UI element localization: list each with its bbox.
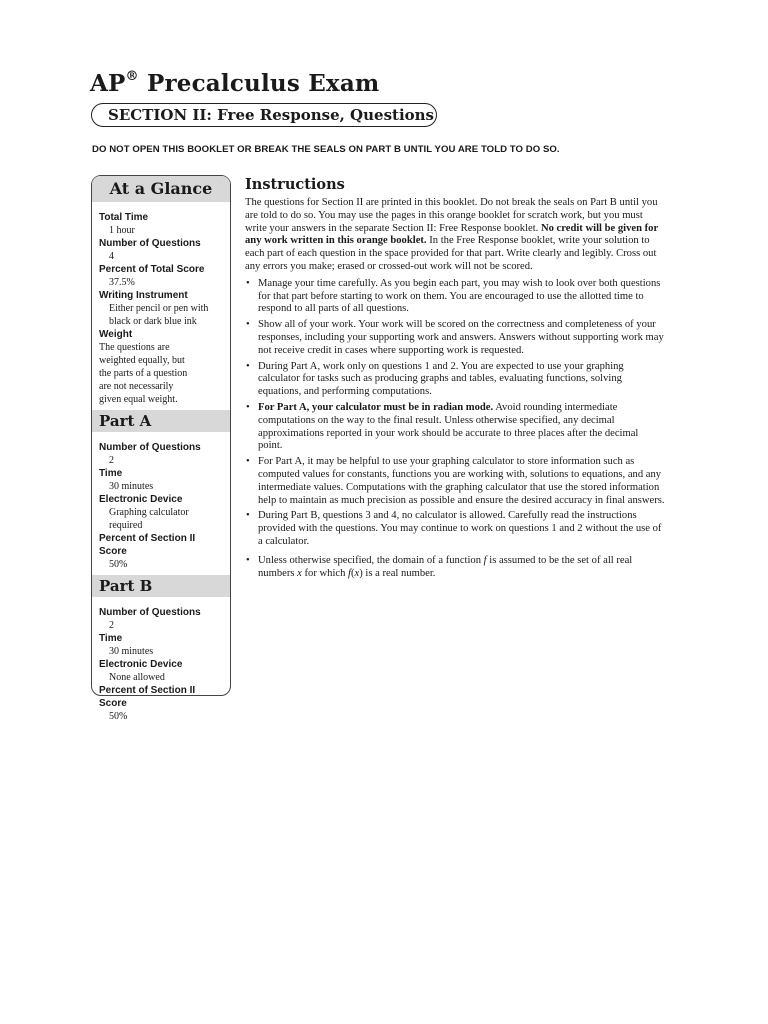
instructions-column [245,176,665,583]
no-credit-warning: No credit will be given for any work written in this orange booklet. [245,222,658,247]
seal-warning: DO NOT OPEN THIS BOOKLET OR BREAK THE SEALS ON PART B UNTIL YOU ARE TOLD TO DO SO. [92,144,560,155]
part-a-fields [92,441,230,571]
field-label: Writing Instrument [99,290,188,301]
field-value: 1 hour [109,225,135,236]
field-label: Time [99,468,123,479]
instructions-intro: The questions for Section II are printed in this booklet. Do not break the seals on Part B until you are told to do so. You may use the pages in this orange booklet for scratch work, but you must write your answers in the separate Section II: Free Response booklet. No credit will be given for any work written in this orange booklet. In the Free Response booklet, write your solution to each part of each question in the space provided for that part. Write clearly and legibly. Cross out any errors you make; erased or crossed-out work will not be scored. [245,197,658,272]
field-value: 50% [109,559,128,570]
part-b-time-field [99,632,224,658]
registered-mark: ® [125,69,139,85]
percent-of-total-score-field [99,263,224,289]
exam-title-ap: AP [90,70,126,97]
bullet-icon: • [246,360,250,372]
field-label: Weight [99,329,133,340]
field-label: Electronic Device [99,659,183,670]
radian-mode-warning: For Part A, your calculator must be in radian mode. [258,401,494,413]
bullet-icon: • [246,401,250,413]
field-label: Percent of Total Score [99,264,205,275]
instruction-item: • Show all of your work. Your work will be scored on the correctness and completeness of your responses, including your supporting work and answers. Answers without supporting work may not receive credit in cases where supporting work is requested. [246,319,664,356]
part-b-heading: Part B [92,575,230,597]
instructions-list [245,278,665,581]
field-value: None allowed [109,672,165,683]
bullet-icon: • [246,510,250,522]
instruction-item: • For Part A, your calculator must be in radian mode. Avoid rounding intermediate computations on the way to the final result. Unless otherwise specified, any decimal approximations reported in your work should be accurate to three places after the decimal point. [246,401,639,452]
instruction-item: • For Part A, it may be helpful to use your graphing calculator to store information such as computed values for constants, functions you are working with, solutions to equations, and any intermediate values. Computations with the graphing calculator that use the stored information help to maintain as much precision as possible and ensure the desired accuracy in final answers. [246,456,665,506]
section-label: SECTION II: Free Response, Questions [91,103,437,127]
instruction-item: • Manage your time carefully. As you begin each part, you may wish to look over both questions for that part before starting to work on them. You are encouraged to use the allotted time to respond to all parts of all questions. [246,277,661,315]
field-label: Time [99,633,123,644]
part-a-heading: Part A [92,410,230,432]
part-b-device-field [99,658,224,684]
bullet-icon: • [246,456,250,468]
field-value: Graphing calculator required [109,507,189,531]
exam-title-rest: Precalculus Exam [138,70,380,97]
field-label: Total Time [99,212,149,223]
part-b-fields [92,606,230,723]
instruction-item: • Unless otherwise specified, the domain of a function f is assumed to be the set of all real numbers x for which f(x) is a real number. [246,554,633,579]
field-value: The questions are weighted equally, but the parts of a question are not necessarily given equal weight. [99,342,188,405]
field-value: 4 [109,251,114,262]
field-label: Number of Questions [99,607,201,618]
field-label: Electronic Device [99,494,183,505]
part-a-time-field [99,467,224,493]
field-value: 2 [109,455,114,466]
field-value: Either pencil or pen with black or dark blue ink [109,303,209,327]
at-a-glance-box [91,175,231,722]
exam-title [90,70,379,97]
part-a-device-field [99,493,224,532]
field-value: 37.5% [109,277,135,288]
bullet-icon: • [246,319,250,331]
field-label: Number of Questions [99,442,201,453]
bullet-icon: • [246,554,250,566]
field-label: Percent of Section II Score [99,685,196,709]
part-b-questions-field [99,606,224,632]
instruction-item: • During Part B, questions 3 and 4, no calculator is allowed. Carefully read the instructions provided with the questions. You may continue to work on questions 1 and 2 without the use of a calculator. [246,510,662,547]
weight-field [99,328,224,406]
part-a-questions-field [99,441,224,467]
field-label: Number of Questions [99,238,201,249]
field-value: 2 [109,620,114,631]
field-label: Percent of Section II Score [99,533,196,557]
at-a-glance-title: At a Glance [92,176,230,202]
bullet-icon: • [246,277,250,289]
instruction-item: • During Part A, work only on questions 1 and 2. You are expected to use your graphing calculator for tasks such as producing graphs and tables, evaluating functions, solving equations, and performing computations. [246,360,624,398]
number-of-questions-field [99,237,224,263]
field-value: 30 minutes [109,481,154,492]
part-b-percent-field [99,684,224,723]
overview-fields [92,211,230,406]
field-value: 30 minutes [109,646,154,657]
instructions-heading: Instructions [245,176,345,193]
field-value: 50% [109,711,128,722]
writing-instrument-field [99,289,224,328]
part-a-percent-field [99,532,224,571]
total-time-field [99,211,224,237]
